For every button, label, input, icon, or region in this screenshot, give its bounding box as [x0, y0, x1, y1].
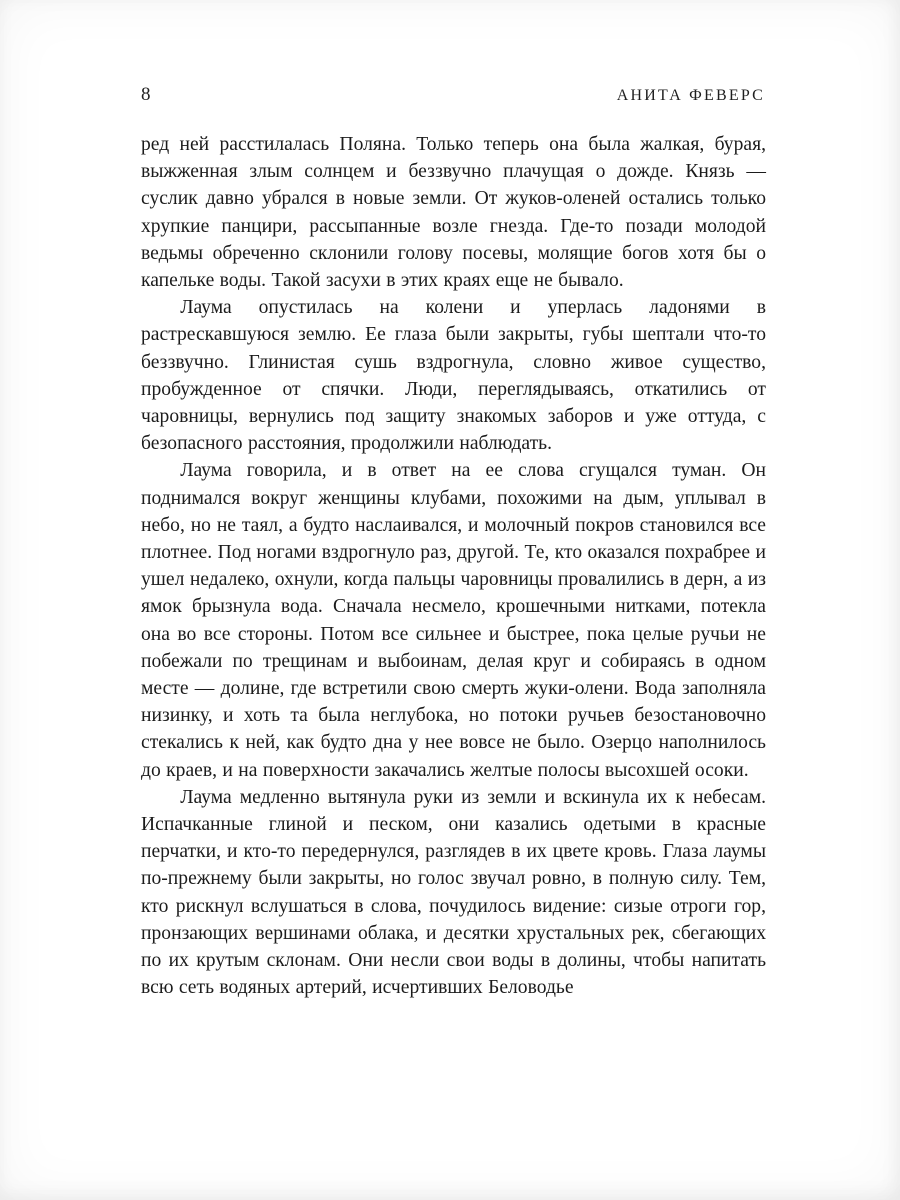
running-header-title: АНИТА ФЕВЕРС [616, 87, 765, 104]
page-number: 8 [141, 84, 151, 105]
page-header [141, 84, 765, 106]
paragraph: ред ней расстилалась Поляна. Только теперь она была жалкая, бурая, выжженная злым солнцем и беззвучно плачущая о дожде. Князь — суслик давно убрался в новые земли. От жуков-оленей остались только хрупкие панцири, рассыпанные возле гнезда. Где-то позади молодой ведьмы обреченно склонили голову посевы, молящие богов хотя бы о капельке воды. Такой засухи в этих краях еще не бывало. [141, 134, 766, 292]
paragraph: Лаума медленно вытянула руки из земли и вскинула их к небесам. Испачканные глиной и песком, они казались одетыми в красные перчатки, и кто-то передернулся, разглядев в их цвете кровь. Глаза лаумы по-прежнему были закрыты, но голос звучал ровно, в полную силу. Тем, кто рискнул вслушаться в слова, почудилось видение: сизые отроги гор, пронзающих вершинами облака, и десятки хрустальных рек, сбегающих по их крутым склонам. Они несли свои воды в долины, чтобы напитать всю сеть водяных артерий, исчертивших Беловодье [141, 786, 766, 999]
page-body [141, 131, 766, 1002]
paragraph: Лаума опустилась на колени и уперлась ладонями в растрескавшуюся землю. Ее глаза были закрыты, губы шептали что-то беззвучно. Глинистая сушь вздрогнула, словно живое существо, пробужденное от спячки. Люди, переглядываясь, откатились от чаровницы, вернулись под защиту знакомых заборов и уже оттуда, с безопасного расстояния, продолжили наблюдать. [141, 297, 766, 455]
paragraph: Лаума говорила, и в ответ на ее слова сгущался туман. Он поднимался вокруг женщины клубами, похожими на дым, уплывал в небо, но не таял, а будто наслаивался, и молочный покров становился все плотнее. Под ногами вздрогнуло раз, другой. Те, кто оказался похрабрее и ушел недалеко, охнули, когда пальцы чаровницы провалились в дерн, а из ямок брызнула вода. Сначала несмело, крошечными нитками, потекла она во все стороны. Потом все сильнее и быстрее, пока целые ручьи не побежали по трещинам и выбоинам, делая круг и собираясь в одном месте — долине, где встретили свою смерть жуки-олени. Вода заполняла низинку, и хоть та была неглубока, но потоки ручьев безостановочно стекались к ней, как будто дна у нее вовсе не было. Озерцо наполнилось до краев, и на поверхности закачались желтые полосы высохшей осоки. [141, 460, 766, 781]
